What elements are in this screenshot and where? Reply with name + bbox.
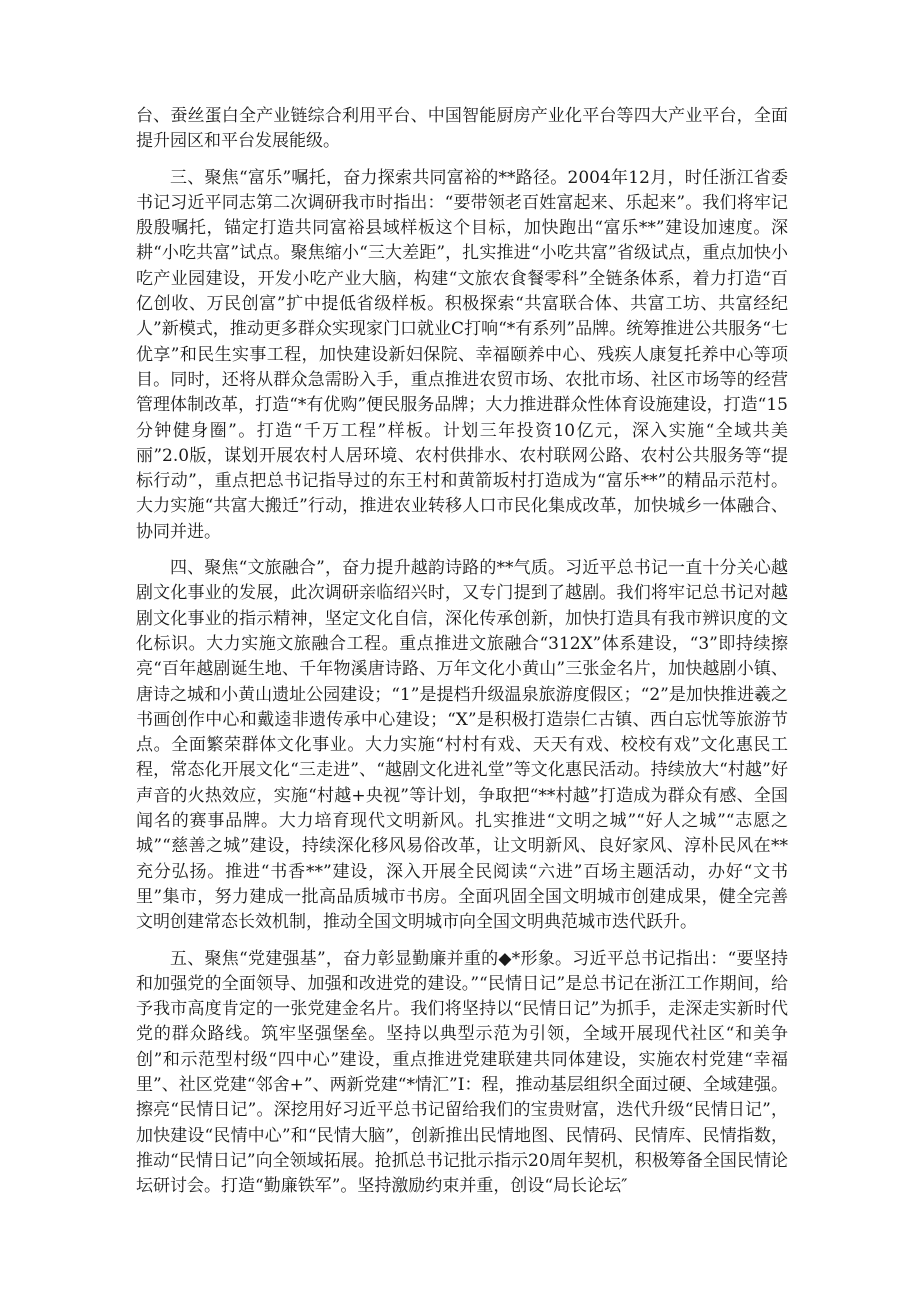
paragraph-section-4-culture-tourism: 四、聚焦“文旅融合”，奋力提升越韵诗路的**气质。习近平总书记一直十分关心越剧文化事业的发展，此次调研亲临绍兴时，又专门提到了越剧。我们将牢记总书记对越剧文化事业的指示精神，坚定文化自信，深化传承创新，加快打造具有我市辨识度的文化标识。大力实施文旅融合工程。重点推进文旅融合“312X”体系建设，“3”即持续擦亮“百年越剧诞生地、千年物溪唐诗路、万年文化小黄山”三张金名片，加快越剧小镇、唐诗之城和小黄山遗址公园建设；“1”是提档升级温泉旅游度假区；“2”是加快推进羲之书画创作中心和戴逵非遗传承中心建设；“X”是积极打造崇仁古镇、西白忘忧等旅游节点。全面繁荣群体文化事业。大力实施“村村有戏、天天有戏、校校有戏”文化惠民工程，常态化开展文化“三走进”、“越剧文化进礼堂”等文化惠民活动。持续放大“村越”好声音的火热效应，实施“村越+央视”等计划，争取把“**村越”打造成为群众有感、全国闻名的赛事品牌。大力培育现代文明新风。扎实推进“文明之城”“好人之城”“志愿之城”“慈善之城”建设，持续深化移风易俗改革，让文明新风、良好家风、淳朴民风在**充分弘扬。推进“书香**”建设，深入开展全民阅读“六进”百场主题活动，办好“文书里”集市，努力建成一批高品质城市书房。全面巩固全国文明城市创建成果，健全完善文明创建常态长效机制，推动全国文明城市向全国文明典范城市迭代跃升。 bbox=[136, 558, 788, 933]
document-body bbox=[136, 104, 788, 1210]
paragraph-section-3-common-prosperity: 三、聚焦“富乐”嘱托，奋力探索共同富裕的**路径。2004年12月，时任浙江省委书记习近平同志第二次调研我市时指出：“要带领老百姓富起来、乐起来”。我们将牢记殷殷嘱托，锚定打造共同富裕县域样板这个目标，加快跑出“富乐**”建设加速度。深耕“小吃共富”试点。聚焦缩小“三大差距”，扎实推进“小吃共富”省级试点，重点加快小吃产业园建设，开发小吃产业大脑，构建“文旅农食餐零科”全链条体系，着力打造“百亿创收、万民创富”扩中提低省级样板。积极探索“共富联合体、共富工坊、共富经纪人”新模式，推动更多群众实现家门口就业C打响“*有系列”品牌。统筹推进公共服务“七优享”和民生实事工程，加快建设新妇保院、幸福颐养中心、残疾人康复托养中心等项目。同时，还将从群众急需盼入手，重点推进农贸市场、农批市场、社区市场等的经营管理体制改革，打造“*有优购”便民服务品牌；大力推进群众性体育设施建设，打造“15分钟健身圈”。打造“千万工程”样板。计划三年投资10亿元，深入实施“全域共美丽”2.0版，谋划开展农村人居环境、农村供排水、农村联网公路、农村公共服务等“提标行动”，重点把总书记指导过的东王村和黄箭坂村打造成为“富乐**”的精品示范村。大力实施“共富大搬迁”行动，推进农业转移人口市民化集成改革，加快城乡一体融合、协同并进。 bbox=[136, 167, 788, 542]
paragraph-continuation: 台、蚕丝蛋白全产业链综合利用平台、中国智能厨房产业化平台等四大产业平台，全面提升园区和平台发展能级。 bbox=[136, 106, 788, 152]
paragraph-section-5-party-building: 五、聚焦“党建强基”，奋力彰显勤廉并重的◆*形象。习近平总书记指出：“要坚持和加强党的全面领导、加强和改进党的建设。”“民情日记”是总书记在浙江工作期间，给予我市高度肯定的一张党建金名片。我们将坚持以“民情日记”为抓手，走深走实新时代党的群众路线。筑牢坚强堡垒。坚持以典型示范为引领，全域开展现代社区“和美争创”和示范型村级“四中心”建设，重点推进党建联建共同体建设，实施农村党建“幸福里”、社区党建“邻舍+”、两新党建“*情汇”I：程，推动基层组织全面过硬、全域建强。擦亮“民情日记”。深挖用好习近平总书记留给我们的宝贵财富，迭代升级“民情日记”，加快建设“民情中心”和“民情大脑”，创新推出民情地图、民情码、民情库、民情指数，推动“民情日记”向全领域拓展。抢抓总书记批示指示20周年契机，积极筹备全国民情论坛研讨会。打造“勤廉铁军”。坚持激励约束并重，创设“局长论坛″ bbox=[136, 948, 788, 1197]
